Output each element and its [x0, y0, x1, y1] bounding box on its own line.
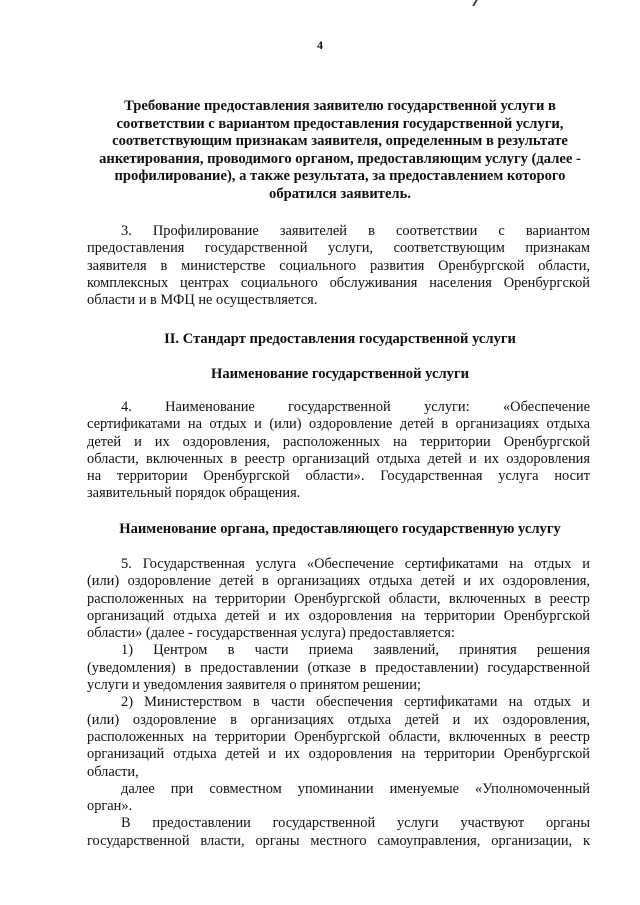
text-line: орган». [87, 798, 133, 815]
paragraph-3 [87, 223, 590, 309]
heading-line: профилирование), а также результата, за предоставлением которого [114, 168, 566, 185]
text-line: 4. Наименование государственной услуги: «Обеспечение [121, 399, 590, 415]
text-line: предоставления государственной услуги, соответствующим признакам [87, 240, 590, 257]
heading-line: анкетирования, проводимого органом, предоставляющим услугу (далее - [99, 150, 581, 167]
text-line: заявительный порядок обращения. [87, 485, 301, 502]
text-line: заявителя в министерстве социального развития Оренбургской области, [87, 257, 590, 274]
text-line: детей и их оздоровления, расположенных на территории Оренбургской [87, 433, 590, 450]
text-line: области, [87, 763, 139, 780]
text-line: организаций отдыха детей и их оздоровления на территории Оренбургской [87, 607, 590, 624]
text-line: услуги и уведомления заявителя о принятом решении; [87, 677, 421, 694]
heading-line: соответствующим признакам заявителя, определенным в результате [112, 133, 568, 150]
paragraph-5 [87, 556, 590, 850]
section2-heading: II. Стандарт предоставления государственной услуги [164, 331, 516, 347]
text-line: В предоставлении государственной услуги участвуют органы [121, 815, 590, 832]
text-line: расположенных на территории Оренбургской области, включенных в реестр [87, 728, 590, 745]
section1-heading [95, 98, 585, 204]
text-line: области, включенных в реестр организаций отдыха детей и их оздоровления [87, 450, 590, 467]
heading-line: соответствии с вариантом предоставления государственной услуги, [116, 115, 564, 132]
text-line: (или) оздоровление детей в организациях отдыха детей и их оздоровления, [87, 573, 590, 590]
text-line: на территории Оренбургской области». Государственная услуга носит [87, 468, 590, 485]
text-line: 5. Государственная услуга «Обеспечение сертификатами на отдых и [121, 556, 590, 572]
heading-line: обратился заявитель. [269, 185, 411, 202]
text-line: далее при совместном упоминании именуемые «Уполномоченный [121, 780, 590, 797]
page-number: 4 [317, 38, 323, 52]
text-line: комплексных центрах социального обслуживания населения Оренбургской [87, 274, 590, 291]
text-line: государственной власти, органы местного самоуправления, организации, к [87, 832, 590, 849]
text-line: организаций отдыха детей и их оздоровления на территории Оренбургской [87, 746, 590, 763]
text-line: 1) Центром в части приема заявлений, принятия решения [121, 642, 590, 659]
text-line: 3. Профилирование заявителей в соответствии с вариантом [121, 223, 590, 239]
text-line: (уведомления) в предоставлении (отказе в предоставлении) государственной [87, 659, 590, 676]
text-line: области и в МФЦ не осуществляется. [87, 292, 318, 309]
corner-mark [456, 0, 477, 6]
text-line: области» (далее - государственная услуга) предоставляется: [87, 625, 455, 642]
text-line: расположенных на территории Оренбургской области, включенных в реестр [87, 590, 590, 607]
heading-line: Требование предоставления заявителю государственной услуги в [124, 98, 556, 114]
text-line: (или) оздоровление в организациях отдыха детей и их оздоровления, [87, 711, 590, 728]
subheading-service-name: Наименование государственной услуги [211, 366, 469, 382]
text-line: сертификатами на отдых и (или) оздоровление детей в организациях отдыха [87, 416, 590, 433]
paragraph-4 [87, 399, 590, 503]
text-line: 2) Министерством в части обеспечения сертификатами на отдых и [121, 694, 590, 711]
subheading-organ: Наименование органа, предоставляющего государственную услугу [119, 521, 561, 537]
